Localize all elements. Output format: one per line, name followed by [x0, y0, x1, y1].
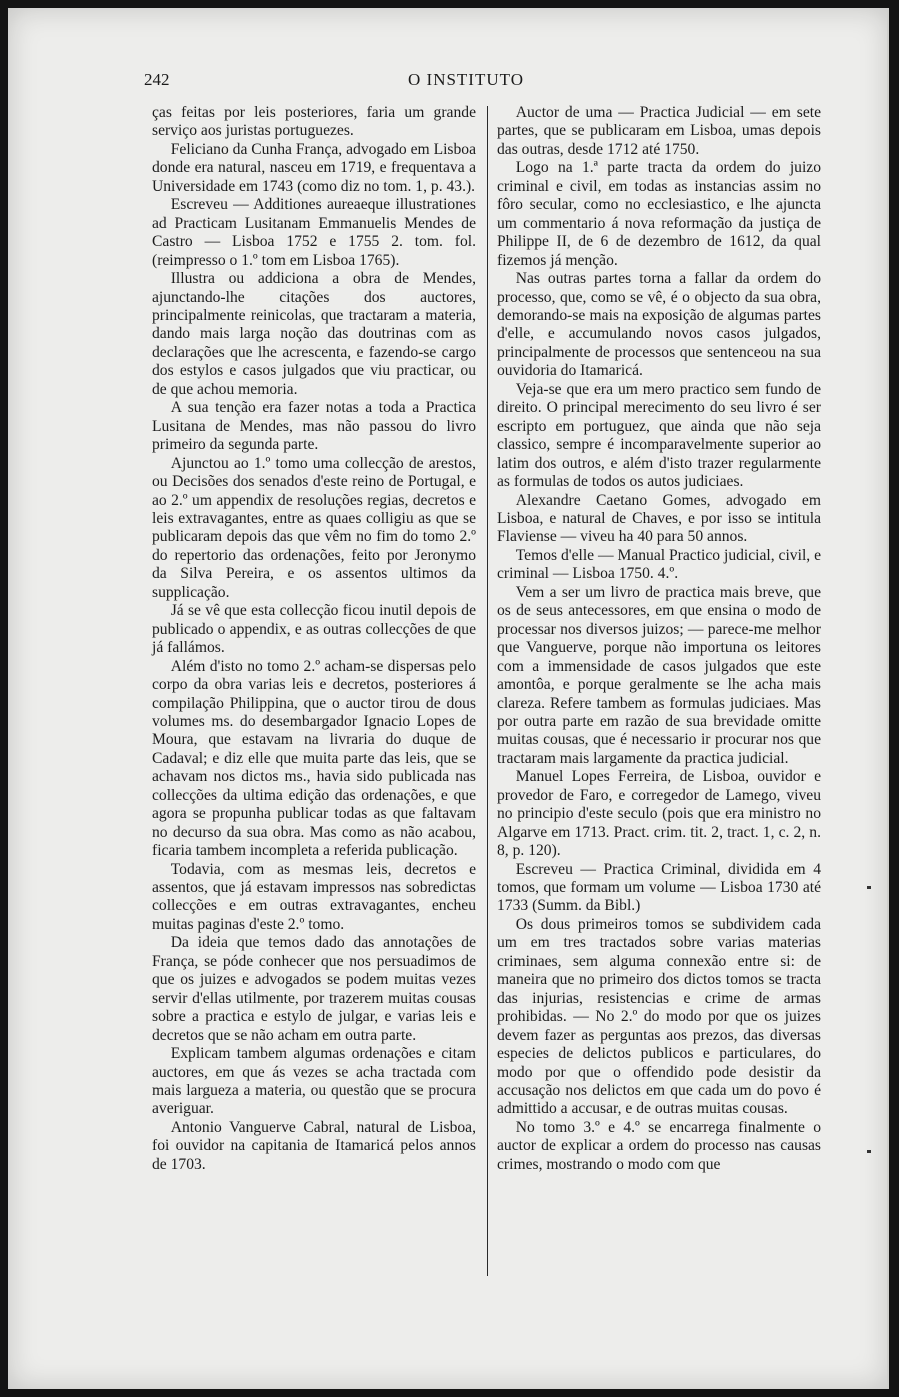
paragraph: No tomo 3.º e 4.º se encarrega finalmente o auctor de explicar a ordem do processo nas causas crimes, mostrando o modo com que	[497, 1118, 821, 1173]
column-rule	[487, 106, 488, 1276]
margin-speck	[867, 1150, 871, 1153]
paragraph: Todavia, com as mesmas leis, decretos e assentos, que já estavam impressos nas sobredictas collecções e em outras extravagantes, encheu muitas paginas d'este 2.º tomo.	[152, 860, 476, 933]
paragraph: A sua tenção era fazer notas a toda a Practica Lusitana de Mendes, mas não passou do livro primeiro da segunda parte.	[152, 399, 476, 454]
left-column	[152, 104, 476, 1174]
margin-speck	[867, 886, 871, 889]
paragraph: Logo na 1.ª parte tracta da ordem do juizo criminal e civil, em todas as instancias assim no fôro secular, como no ecclesiastico, e lhe ajuncta um commentario á nova reformação da justiça de Philippe II, de 6 de dezembro de 1612, da qual fizemos já menção.	[497, 159, 821, 269]
right-column	[497, 104, 821, 1174]
paragraph: Temos d'elle — Manual Practico judicial, civil, e criminal — Lisboa 1750. 4.º.	[497, 546, 821, 583]
paragraph: Illustra ou addiciona a obra de Mendes, ajunctando-lhe citações dos auctores, principalmente reinicolas, que tractaram a materia, dando mais larga noção das doutrinas com as declarações que lhe acrescenta, e fazendo-se cargo dos estylos e casos julgados que viu practicar, ou de que achou memoria.	[152, 270, 476, 398]
page-number: 242	[144, 70, 170, 89]
paragraph: Antonio Vanguerve Cabral, natural de Lisboa, foi ouvidor na capitania de Itamaricá pelos annos de 1703.	[152, 1118, 476, 1173]
paragraph: Veja-se que era um mero practico sem fundo de direito. O principal merecimento do seu livro é ser escripto em portuguez, que ainda que não seja classico, sempre é incomparavelmente superior ao latim dos outros, e além d'isto trazer regularmente as formulas de todos os autos judiciaes.	[497, 380, 821, 491]
running-title: O INSTITUTO	[408, 70, 524, 89]
paragraph: Ajunctou ao 1.º tomo uma collecção de arestos, ou Decisões dos senados d'este reino de Portugal, e ao 2.º um appendix de resoluções regias, decretos e leis extravagantes, entre as quaes colligiu as que se publicaram depois das que vêm no fim do tomo 2.º do repertorio das ordenações, feito por Jeronymo da Silva Pereira, e os assentos ultimos da supplicação.	[152, 454, 476, 601]
page-edge	[887, 8, 889, 1389]
paragraph: Além d'isto no tomo 2.º acham-se dispersas pelo corpo da obra varias leis e decretos, posteriores á compilação Philippina, que o auctor tirou de dous volumes ms. do desembargador Ignacio Lopes de Moura, que estavam na livraria do duque de Cadaval; e diz elle que muita parte das leis, que se achavam nos dictos ms., havia sido publicada nas collecções da ultima edição das ordenações, e que agora se propunha publicar todas as que faltavam no decurso da sua obra. Mas como as não acabou, ficaria tambem incompleta a referida publicação.	[152, 657, 476, 860]
book-page	[8, 8, 889, 1389]
paragraph: Escreveu — Additiones aureaeque illustrationes ad Practicam Lusitanam Emmanuelis Mendes de Castro — Lisboa 1752 e 1755 2. tom. fol. (reimpresso o 1.º tom em Lisboa 1765).	[152, 196, 476, 269]
paragraph: Manuel Lopes Ferreira, de Lisboa, ouvidor e provedor de Faro, e corregedor de Lamego, viveu no principio d'este seculo (pois que era ministro no Algarve em 1713. Pract. crim. tit. 2, tract. 1, c. 2, n. 8, p. 120).	[497, 768, 821, 860]
paragraph: ças feitas por leis posteriores, faria um grande serviço aos juristas portuguezes.	[152, 104, 476, 140]
paragraph: Nas outras partes torna a fallar da ordem do processo, que, como se vê, é o objecto da sua obra, demorando-se mais na exposição de algumas partes d'elle, e accumulando novos casos julgados, principalmente de processos que sentenceou na sua ouvidoria do Itamaricá.	[497, 270, 821, 380]
paragraph: Os dous primeiros tomos se subdividem cada um em tres tractados sobre varias materias criminaes, sem alguma connexão entre si: de maneira que no primeiro dos dictos tomos se tracta das injurias, resistencias e crime de armas prohibidas. — No 2.º do modo por que os juizes devem fazer as perguntas aos prezos, das diversas especies de delictos publicos e particulares, do modo por que o offendido pode desistir da accusação nos delictos em que cada um do povo é admittido a accusar, e de outras muitas cousas.	[497, 915, 821, 1118]
paragraph: Alexandre Caetano Gomes, advogado em Lisboa, e natural de Chaves, e por isso se intitula Flaviense — viveu ha 40 para 50 annos.	[497, 491, 821, 546]
running-header	[8, 70, 889, 94]
paragraph: Da ideia que temos dado das annotações de França, se póde conhecer que nos persuadimos de que os juizes e advogados se podem muitas vezes servir d'ellas utilmente, por trazerem muitas cousas sobre a practica e estylo de julgar, e varias leis e decretos que se não acham em outra parte.	[152, 934, 476, 1044]
paragraph: Já se vê que esta collecção ficou inutil depois de publicado o appendix, e as outras collecções de que já fallámos.	[152, 602, 476, 657]
paragraph: Feliciano da Cunha França, advogado em Lisboa donde era natural, nasceu em 1719, e frequentava a Universidade em 1743 (como diz no tom. 1, p. 43.).	[152, 140, 477, 195]
paragraph: Vem a ser um livro de practica mais breve, que os de seus antecessores, em que ensina o modo de processar nos diversos juizos; — parece-me melhor que Vanguerve, porque não importuna os leitores com a immensidade de casos julgados que este amontôa, e porque geralmente se lhe acha mais clareza. Refere tambem as formulas judiciaes. Mas por outra parte em razão de sua brevidade omitte muitas cousas, que é necessario ir procurar nos que tractaram mais largamente da practica judicial.	[497, 583, 821, 767]
paragraph: Explicam tambem algumas ordenações e citam auctores, em que ás vezes se acha tractada com mais largueza a materia, ou questão que se procura averiguar.	[152, 1045, 476, 1118]
paragraph: Escreveu — Practica Criminal, dividida em 4 tomos, que formam um volume — Lisboa 1730 até 1733 (Summ. da Bibl.)	[497, 860, 821, 915]
paragraph: Auctor de uma — Practica Judicial — em sete partes, que se publicaram em Lisboa, umas depois das outras, desde 1712 até 1750.	[497, 104, 821, 158]
